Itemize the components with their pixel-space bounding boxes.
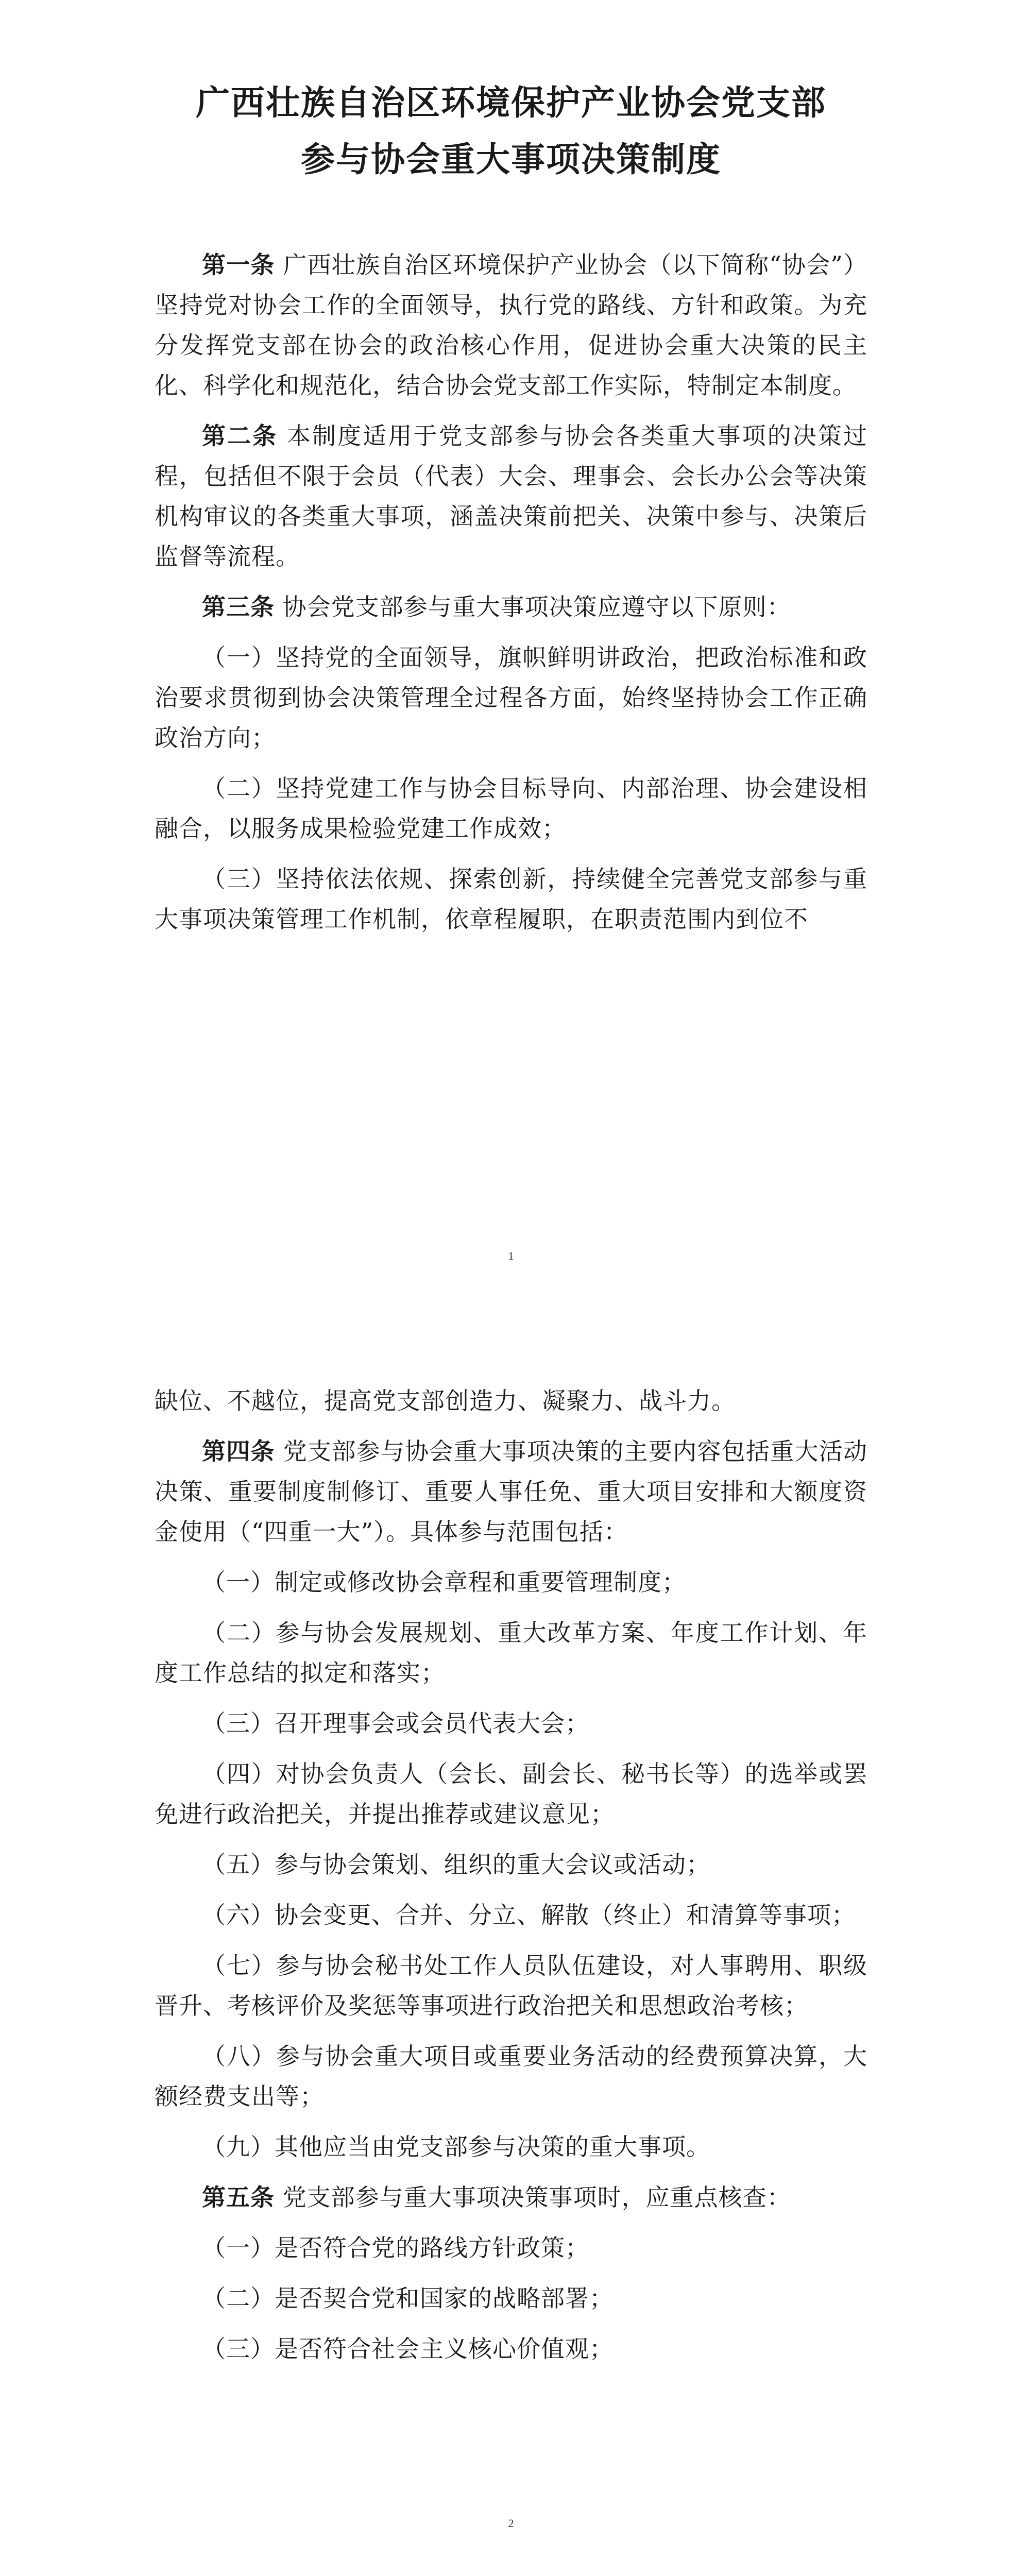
article-4-text: 党支部参与协会重大事项决策的主要内容包括重大活动决策、重要制度制修订、重要人事任免、重大项目安排和大额度资金使用（“四重一大”）。具体参与范围包括： bbox=[155, 1437, 868, 1546]
article-4-item-5: （五）参与协会策划、组织的重大会议或活动； bbox=[202, 1851, 710, 1878]
document-title bbox=[155, 0, 867, 245]
article-3-text: 协会党支部参与重大事项决策应遵守以下原则： bbox=[282, 593, 791, 621]
article-4-item-7: （七）参与协会秘书处工作人员队伍建设，对人事聘用、职级晋升、考核评价及奖惩等事项进行政治把关和思想政治考核； bbox=[155, 1952, 867, 2020]
article-3-item-3-part-2: 缺位、不越位，提高党支部创造力、凝聚力、战斗力。 bbox=[155, 1387, 736, 1415]
article-4-item-4: （四）对协会负责人（会长、副会长、秘书长等）的选举或罢免进行政治把关，并提出推荐或建议意见； bbox=[155, 1760, 867, 1828]
article-5-heading: 第五条 bbox=[202, 2183, 275, 2211]
article-5 bbox=[155, 2177, 867, 2217]
article-5-item-3: （三）是否符合社会主义核心价值观； bbox=[202, 2335, 614, 2363]
title-line-1: 广西壮族自治区环境保护产业协会党支部 bbox=[196, 83, 826, 123]
article-1-heading: 第一条 bbox=[202, 251, 275, 279]
article-3-heading: 第三条 bbox=[202, 593, 275, 621]
article-1-text: 广西壮族自治区环境保护产业协会（以下简称“协会”）坚持党对协会工作的全面领导，执行党的路线、方针和政策。为充分发挥党支部在协会的政治核心作用，促进协会重大决策的民主化、科学化和规范化，结合协会党支部工作实际，特制定本制度。 bbox=[155, 251, 867, 399]
document-page-2 bbox=[0, 1314, 1022, 2576]
article-4-item-3: （三）召开理事会或会员代表大会； bbox=[202, 1709, 589, 1737]
article-1 bbox=[155, 245, 867, 405]
article-4-heading: 第四条 bbox=[202, 1437, 275, 1465]
article-2-heading: 第二条 bbox=[202, 422, 278, 450]
article-4 bbox=[155, 1431, 867, 1552]
page-2-content bbox=[155, 1314, 867, 2369]
article-4-item-8: （八）参与协会重大项目或重要业务活动的经费预算决算，大额经费支出等； bbox=[155, 2042, 867, 2110]
page-number-2: 2 bbox=[508, 2517, 514, 2530]
article-4-item-6: （六）协会变更、合并、分立、解散（终止）和清算等事项； bbox=[202, 1901, 856, 1929]
article-2-text: 本制度适用于党支部参与协会各类重大事项的决策过程，包括但不限于会员（代表）大会、理事会、会长办公会等决策机构审议的各类重大事项，涵盖决策前把关、决策中参与、决策后监督等流程。 bbox=[155, 422, 868, 570]
article-3-item-1: （一）坚持党的全面领导，旗帜鲜明讲政治，把政治标准和政治要求贯彻到协会决策管理全过程各方面，始终坚持协会工作正确政治方向； bbox=[155, 643, 867, 752]
article-5-text: 党支部参与重大事项决策事项时，应重点核查： bbox=[282, 2183, 791, 2211]
article-3-item-2: （二）坚持党建工作与协会目标导向、内部治理、协会建设相融合，以服务成果检验党建工作成效； bbox=[155, 774, 867, 842]
article-4-item-9: （九）其他应当由党支部参与决策的重大事项。 bbox=[202, 2133, 710, 2161]
page-1-content bbox=[155, 245, 867, 939]
article-3-item-3-part-1: （三）坚持依法依规、探索创新，持续健全完善党支部参与重大事项决策管理工作机制，依章程履职，在职责范围内到位不 bbox=[155, 865, 867, 933]
page-number-1: 1 bbox=[508, 1249, 514, 1262]
title-line-2: 参与协会重大事项决策制度 bbox=[301, 140, 721, 179]
article-5-item-1: （一）是否符合党的路线方针政策； bbox=[202, 2234, 589, 2262]
article-3 bbox=[155, 587, 867, 627]
article-2 bbox=[155, 416, 867, 577]
article-5-item-2: （二）是否契合党和国家的战略部署； bbox=[202, 2284, 614, 2312]
article-4-item-2: （二）参与协会发展规划、重大改革方案、年度工作计划、年度工作总结的拟定和落实； bbox=[155, 1619, 867, 1687]
article-4-item-1: （一）制定或修改协会章程和重要管理制度； bbox=[202, 1568, 686, 1596]
